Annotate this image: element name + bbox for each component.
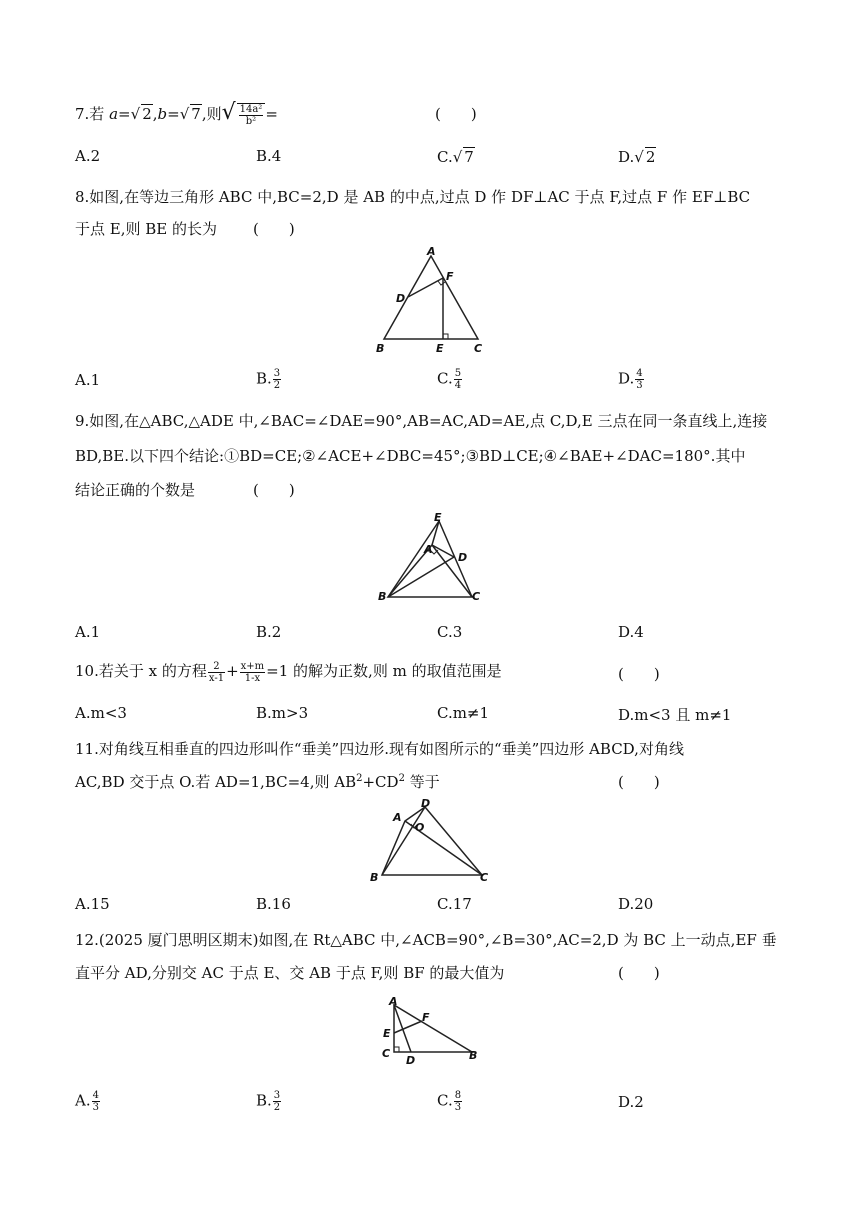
- label-e: E: [383, 1027, 391, 1040]
- q8-figure: [372, 246, 490, 358]
- label-c: C: [474, 342, 483, 355]
- q12-option-d[interactable]: D.2: [618, 1093, 644, 1111]
- label-b: B: [378, 590, 387, 603]
- q9-option-b[interactable]: B.2: [256, 623, 282, 641]
- superscript: 2: [398, 773, 405, 784]
- q7-frac-den: b²: [245, 115, 257, 127]
- q11-option-a[interactable]: A.15: [75, 895, 110, 913]
- label-c: C: [472, 590, 481, 603]
- frac-den: x-1: [208, 672, 225, 684]
- q9-stem-line1: 9.如图,在△ABC,△ADE 中,∠BAC=∠DAE=90°,AB=AC,AD=AE,点 C,D,E 三点在同一条直线上,连接: [75, 412, 768, 430]
- q9-option-a[interactable]: A.1: [75, 623, 101, 641]
- q10-option-d[interactable]: D.m<3 且 m≠1: [618, 706, 732, 724]
- q11-option-b[interactable]: B.16: [256, 895, 291, 913]
- q11-answer-paren[interactable]: ( ): [618, 773, 660, 791]
- q12-stem-line1: 12.(2025 厦门思明区期末)如图,在 Rt△ABC 中,∠ACB=90°,∠B=30°,AC=2,D 为 BC 上一动点,EF 垂: [75, 931, 777, 949]
- q11-option-c[interactable]: C.17: [437, 895, 472, 913]
- frac-den: 2: [273, 380, 281, 391]
- q7-eq: =: [167, 105, 180, 123]
- q12-figure: [375, 993, 490, 1068]
- q10-stem: [75, 660, 502, 684]
- segment-bd: [388, 557, 454, 597]
- q10-answer-paren[interactable]: ( ): [618, 665, 660, 683]
- option-radicand: 2: [645, 148, 656, 166]
- q7-answer-paren[interactable]: ( ): [435, 105, 477, 123]
- q10-option-b[interactable]: B.m>3: [256, 704, 309, 722]
- q8-option-b[interactable]: [256, 368, 282, 391]
- q7-var-b: b: [157, 105, 168, 123]
- frac-num: 4: [636, 368, 643, 379]
- q8-answer-paren[interactable]: ( ): [253, 220, 295, 238]
- q11-figure: [365, 797, 495, 887]
- q9-stem-line3: 结论正确的个数是: [75, 481, 196, 499]
- segment-be: [388, 521, 439, 597]
- frac-den: 3: [92, 1102, 99, 1113]
- frac-num: 5: [454, 368, 462, 379]
- q10-stem-post: =1 的解为正数,则 m 的取值范围是: [266, 662, 502, 680]
- q9-figure: [372, 512, 490, 607]
- label-o: O: [415, 821, 425, 834]
- label-b: B: [376, 342, 385, 355]
- q10-plus: +: [226, 662, 239, 680]
- q7-sep: ,: [152, 105, 158, 123]
- q8-stem-line2: 于点 E,则 BE 的长为: [75, 220, 217, 238]
- frac-num: x+m: [240, 660, 265, 672]
- option-prefix: C.: [437, 148, 453, 166]
- option-prefix: A.: [75, 1091, 91, 1110]
- label-c: C: [480, 871, 489, 884]
- q7-frac-num: 14a²: [239, 103, 263, 115]
- q7-var-a: a: [109, 105, 119, 123]
- segment-ad: [394, 1005, 411, 1052]
- q7-stem: [75, 100, 278, 127]
- q7-eq: =: [265, 105, 278, 123]
- q8-option-a[interactable]: A.1: [75, 371, 101, 389]
- option-prefix: C.: [437, 1091, 453, 1110]
- label-d: D: [406, 1054, 416, 1067]
- q9-option-d[interactable]: D.4: [618, 623, 644, 641]
- q12-answer-paren[interactable]: ( ): [618, 964, 660, 982]
- option-prefix: C.: [437, 369, 453, 388]
- frac-num: 4: [92, 1090, 99, 1101]
- label-f: F: [446, 270, 454, 283]
- option-prefix: B.: [256, 369, 272, 388]
- label-a: A: [393, 811, 402, 824]
- sqrt-icon: √: [130, 105, 141, 123]
- q7-radicand-fraction: [237, 103, 266, 127]
- q11-stem-line2: [75, 771, 440, 792]
- right-angle-mark-f: [438, 281, 445, 285]
- q11-stem-part: AC,BD 交于点 O.若 AD=1,BC=4,则 AB: [75, 773, 357, 791]
- label-b: B: [370, 871, 379, 884]
- q12-option-c[interactable]: [437, 1090, 463, 1113]
- q7-option-a[interactable]: A.2: [75, 147, 101, 165]
- q11-stem-line1: 11.对角线互相垂直的四边形叫作“垂美”四边形.现有如图所示的“垂美”四边形 ABCD,对角线: [75, 740, 684, 758]
- label-e: E: [434, 512, 442, 524]
- q7-option-c[interactable]: [437, 147, 475, 166]
- sqrt-icon: √: [452, 148, 463, 166]
- q11-stem-part: 等于: [404, 773, 440, 791]
- q8-option-c[interactable]: [437, 368, 463, 391]
- diagonal-bd: [382, 807, 425, 875]
- sqrt-icon: √: [634, 148, 644, 166]
- frac-num: 2: [208, 661, 225, 673]
- q10-option-c[interactable]: C.m≠1: [437, 704, 490, 722]
- q7-eq: =: [118, 105, 131, 123]
- frac-den: 2: [273, 1102, 281, 1113]
- q7-radicand-a: 2: [142, 105, 152, 123]
- label-d: D: [421, 797, 431, 810]
- option-radicand: 7: [464, 148, 474, 166]
- label-a: A: [427, 246, 436, 258]
- option-prefix: D.: [618, 148, 635, 166]
- q10-stem-pre: 10.若关于 x 的方程: [75, 662, 207, 680]
- frac-num: 8: [454, 1090, 462, 1101]
- q9-stem-line2: BD,BE.以下四个结论:①BD=CE;②∠ACE+∠DBC=45°;③BD⊥CE;④∠BAE+∠DAC=180°.其中: [75, 447, 746, 465]
- q7-option-d[interactable]: [618, 147, 656, 166]
- label-d: D: [458, 551, 468, 564]
- frac-num: 3: [273, 1090, 281, 1101]
- label-f: F: [422, 1011, 430, 1024]
- q8-stem-line1: 8.如图,在等边三角形 ABC 中,BC=2,D 是 AB 的中点,过点 D 作 DF⊥AC 于点 F,过点 F 作 EF⊥BC: [75, 188, 751, 206]
- sqrt-icon: √: [179, 105, 190, 123]
- option-prefix: D.: [618, 369, 635, 388]
- frac-den: 3: [636, 380, 643, 391]
- q9-answer-paren[interactable]: ( ): [253, 481, 295, 499]
- q10-option-a[interactable]: A.m<3: [75, 704, 127, 722]
- label-d: D: [396, 292, 406, 305]
- segment-ef: [394, 1021, 422, 1033]
- q7-then: ,则: [201, 105, 222, 123]
- frac-den: 1-x: [244, 672, 261, 684]
- q12-option-b[interactable]: [256, 1090, 282, 1113]
- q7-option-b[interactable]: B.4: [256, 147, 282, 165]
- segment-ae: [432, 521, 439, 545]
- q7-number: 7.若: [75, 105, 105, 123]
- frac-den: 3: [454, 1102, 462, 1113]
- label-e: E: [436, 342, 444, 355]
- sqrt-icon: √: [221, 100, 236, 125]
- superscript: 2: [356, 773, 363, 784]
- q8-option-d[interactable]: [618, 368, 645, 391]
- frac-den: 4: [454, 380, 462, 391]
- q11-option-d[interactable]: D.20: [618, 895, 654, 913]
- label-a: A: [424, 543, 433, 556]
- label-b: B: [469, 1049, 478, 1062]
- q9-option-c[interactable]: C.3: [437, 623, 463, 641]
- frac-num: 3: [273, 368, 281, 379]
- q11-stem-part: +CD: [362, 773, 399, 791]
- q7-radicand-b: 7: [191, 105, 201, 123]
- label-a: A: [389, 995, 398, 1008]
- option-prefix: B.: [256, 1091, 272, 1110]
- label-c: C: [382, 1047, 391, 1060]
- q12-option-a[interactable]: [75, 1090, 101, 1113]
- q12-stem-line2: 直平分 AD,分别交 AC 于点 E、交 AB 于点 F,则 BF 的最大值为: [75, 964, 505, 982]
